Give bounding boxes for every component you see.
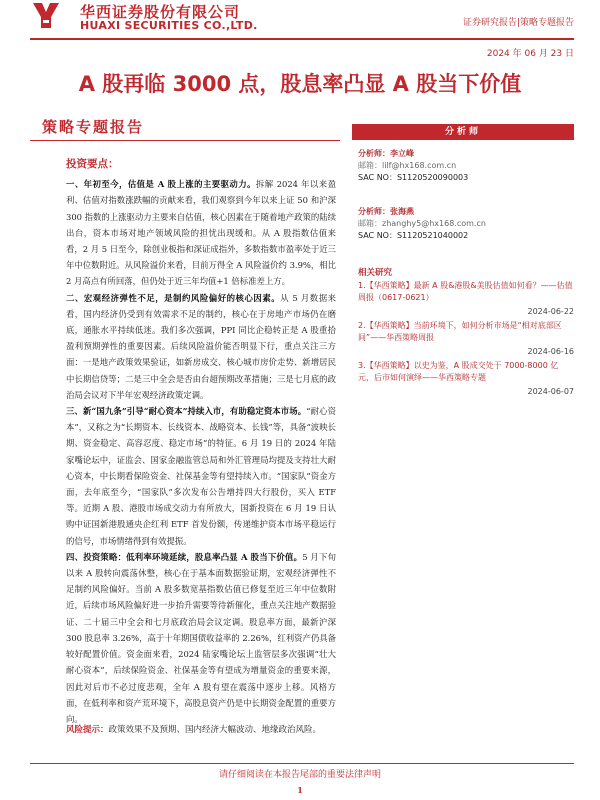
paragraph-text: 拆解 2024 年以来盈利、估值对指数涨跌幅的贡献来看，我们观察到今年以来上证 50 和沪深 300 指数的上涨驱动力主要来自估值，核心因素在于随着地产政策的陆续出台，资本市场对地产领域风险的担忧出现缓和。从 A 股指数估值来看，2 月 5 日至今，除创业板指和深证成指外，多数指数市盈率处于近三年中位数附近。从风险溢价来看，目前万得全 A 风险溢价约 3.9%，相比 2 月高点有所回落，但仍处于近三年均值+1 倍标准差上方。: [66, 179, 336, 287]
analyst-sac: SAC NO：S1120520090003: [358, 173, 469, 182]
analyst-card: [358, 148, 574, 184]
related-research-item[interactable]: [358, 320, 574, 358]
report-title: A 股再临 3000 点，股息率凸显 A 股当下价值: [78, 72, 522, 96]
report-subtitle: 策略专题报告: [42, 118, 145, 136]
related-research-item[interactable]: [358, 360, 574, 398]
risk-warning: [66, 722, 336, 738]
related-research-item[interactable]: [358, 280, 574, 318]
highlight-paragraph: [66, 290, 336, 403]
analyst-email[interactable]: 邮箱：zhanghy5@hx168.com.cn: [358, 219, 486, 228]
highlights-heading: 投资要点：: [66, 158, 119, 170]
paragraph-lead: 二、宏观经济弹性不足，是制约风险偏好的核心因素。: [66, 292, 281, 303]
footer-divider: [30, 763, 574, 764]
paragraph-text: “耐心资本”，又称之为“长期资本、长线资本、战略资本、长钱”等，具备“波映长期、资金稳定、高容忍度、稳定市场”的特征。6 月 19 日的 2024 年陆家嘴论坛中，证监会、国家金融监管总局和外汇管理局均提及支持壮大耐心资本，中长期看保险资金、社保基金等有望持续入市。“国家队”资金方面，去年底至今，“国家队”多次发布公告增持四大行股份，买入 ETF 等。近期 A 股、港股市场成交动力有所放大，国新投资在 6 月 19 日认购中证国新港股通央企红利 ETF 首发份额，传递维护资本市场平稳运行的信号，市场情绪得到有效提振。: [66, 406, 336, 546]
analyst-email[interactable]: 邮箱：lilf@hx168.com.cn: [358, 161, 457, 170]
risk-label: 风险提示：: [66, 725, 109, 735]
risk-text: 政策效果不及预期、国内经济大幅波动、地缘政治风险。: [108, 725, 322, 735]
sidebar: [352, 124, 574, 398]
related-research-heading: 相关研究: [358, 268, 393, 278]
related-research-date: 2024-06-22: [527, 307, 574, 316]
subtitle-divider: [30, 140, 340, 141]
analyst-name: 分析师：李立峰: [358, 149, 414, 158]
brand-name-cn: 华西证券股份有限公司: [80, 3, 241, 21]
huaxi-logo: [30, 0, 63, 31]
paragraph-lead: 三、新“国九条”引导“耐心资本”持续入市，有助稳定资本市场。: [66, 406, 307, 417]
related-research-link[interactable]: 3.【华西策略】以史为鉴，A 股成交处于 7000-8000 亿元，后市如何演绎——华西策略专题: [358, 361, 559, 382]
legal-disclaimer: 请仔细阅读在本报告尾部的重要法律声明: [218, 770, 381, 780]
highlight-paragraph: [66, 403, 336, 549]
paragraph-lead: 一、年初至今，估值是 A 股上涨的主要驱动力。: [66, 179, 256, 190]
analyst-name: 分析师：张海燕: [358, 207, 414, 216]
paragraph-text: 从 5 月数据来看，国内经济仍受到有效需求不足的制约，核心在于房地产市场仍在磨底，通胀水平持续低迷。我们多次强调，PPI 同比企稳转正是 A 股重拾盈利预期弹性的重要因素。后续风险溢价能否明显下行，重点关注三方面：一是地产政策效果验证，如新房成交、核心城市房价走势、新增居民中长期信贷等；二是三中全会是否由台超预期改革措施；三是七月底的政治局会议对下半年宏观经济政策定调。: [66, 292, 337, 400]
report-date: 2024 年 06 月 23 日: [486, 49, 574, 59]
report-type-tags: 证券研究报告|策略专题报告: [462, 18, 574, 28]
related-research-link[interactable]: 2.【华西策略】当前环境下，如何分析市场是“相对底部区间”——华西策略周报: [358, 321, 562, 342]
related-research-link[interactable]: 1.【华西策略】最新 A 股&港股&美股估值如何看？——估值周报（0617-0621）: [358, 281, 573, 302]
related-research-date: 2024-06-07: [527, 387, 574, 396]
highlight-paragraph: [66, 176, 336, 289]
analyst-card: [358, 206, 574, 242]
header-divider: [30, 38, 574, 40]
investment-highlights: [66, 156, 336, 727]
paragraph-lead: 四、投资策略：低利率环境延续，股息率凸显 A 股当下价值。: [66, 551, 303, 562]
highlight-paragraph: [66, 549, 336, 727]
analyst-sac: SAC NO：S1120521040002: [358, 231, 469, 240]
page-number: 1: [297, 785, 303, 795]
related-research-date: 2024-06-16: [527, 347, 574, 356]
brand-name-en: HUAXI SECURITIES CO.,LTD.: [80, 19, 258, 32]
analyst-header: 分析师: [352, 124, 574, 140]
paragraph-text: 5 月下旬以来 A 股转向震荡休整，核心在于基本面数据验证期，宏观经济弹性不足制约风险偏好。当前 A 股多数宽基指数估值已修复至近三年中位数附近，后续市场风险偏好进一步抬升需要等待新催化，重点关注地产数据验证、二十届三中全会和七月底政治局会议定调。股息率方面，最新沪深 300 股息率 3.26%，高于十年期国债收益率的 2.26%，红利资产仍具备较好配置价值。资金面来看，2024 陆家嘴论坛上监管层多次强调“壮大耐心资本”，后续保险资金、社保基金等有望成为增量资金的重要来源，因此对后市不必过度悲观，全年 A 股有望在震荡中逐步上移。风格方面，在低利率和资产荒环境下，高股息资产仍是中长期资金配置的重要方向。: [66, 551, 336, 724]
